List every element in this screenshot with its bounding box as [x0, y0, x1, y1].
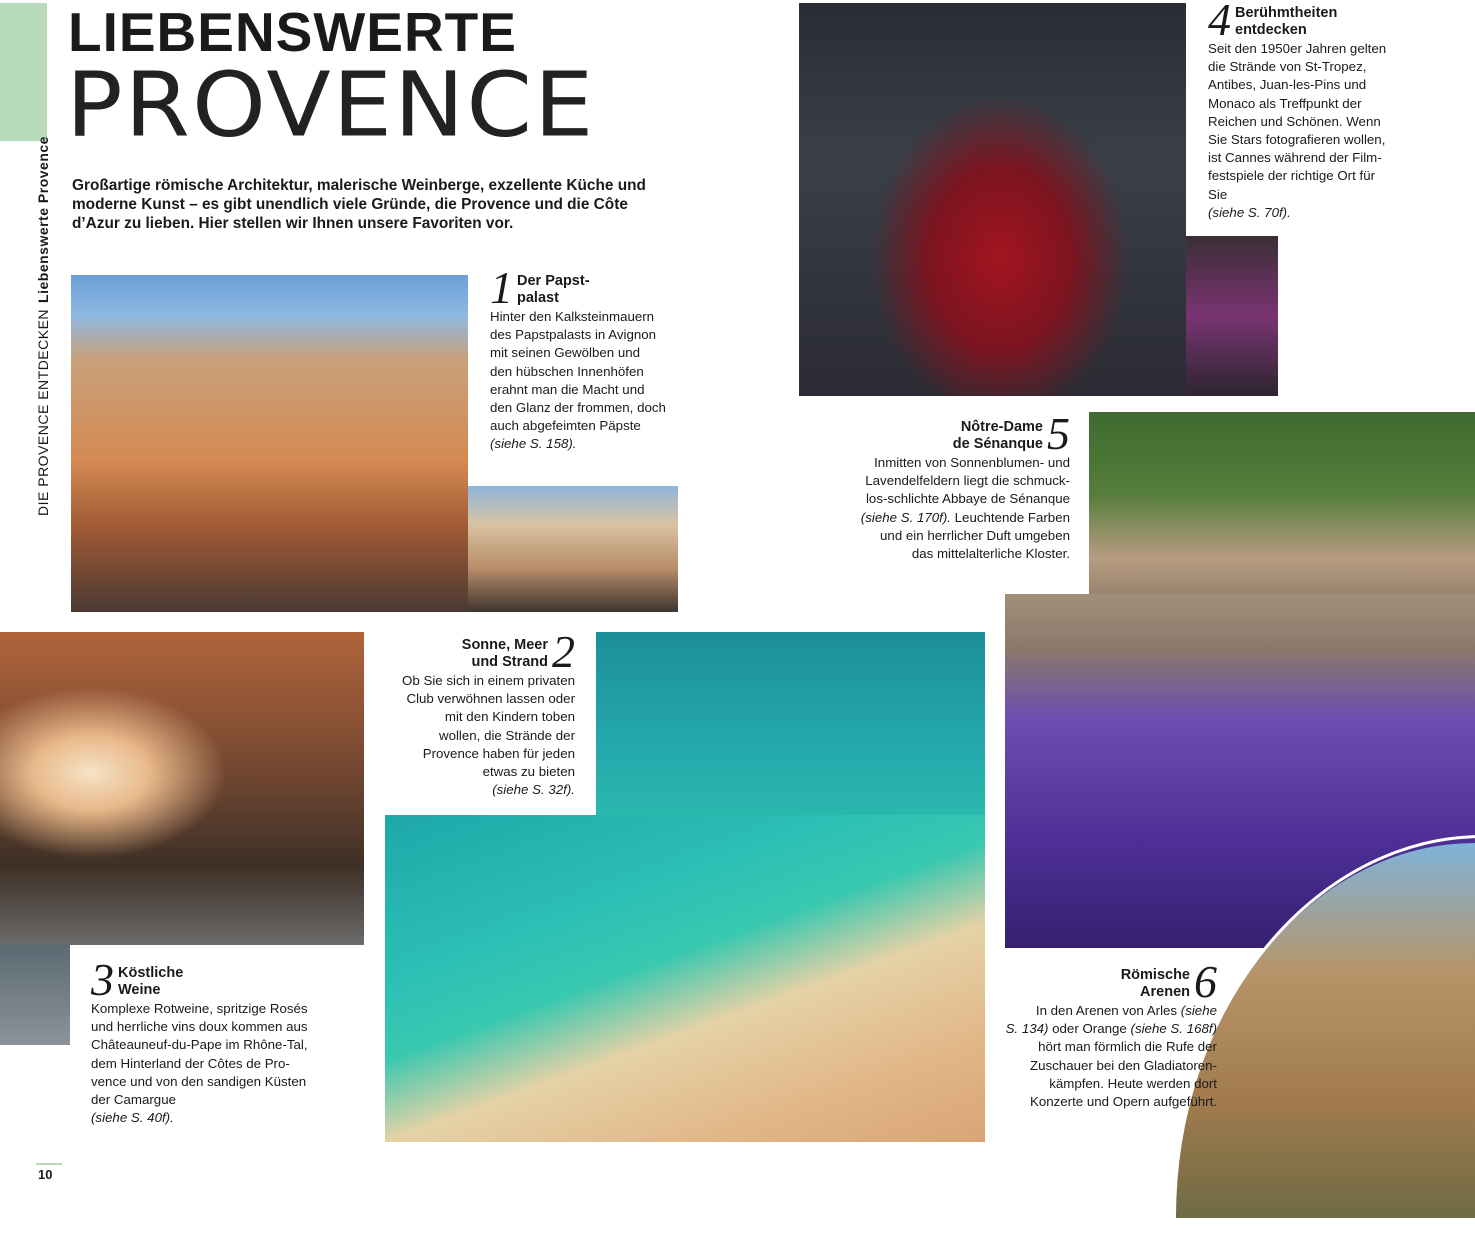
- section-topic: Liebenswerte Provence: [35, 136, 51, 303]
- item-reference: (siehe S. 70f).: [1208, 204, 1291, 220]
- photo-sea: [596, 632, 985, 815]
- item-number: 5: [1047, 408, 1070, 459]
- item-number: 2: [552, 626, 575, 677]
- page-title-line2: PROVENCE: [66, 53, 596, 158]
- caption-weine: [91, 954, 361, 1127]
- item-body: Komplexe Rotweine, spritzige Rosés und herrliche vins doux kommen aus Châteauneuf-du-Pape im Rhône-Tal, dem Hinterland der Côtes de Pro- vence und von den sandigen Küsten der Camargue: [91, 1001, 308, 1108]
- item-body-part: oder Orange: [1052, 1021, 1127, 1037]
- item-reference: (siehe S. 168f): [1130, 1021, 1217, 1037]
- photo-rose-wine: [0, 632, 364, 945]
- item-reference: (siehe S. 134): [1005, 1003, 1217, 1037]
- photo-abbey-senanque: [1089, 412, 1475, 594]
- intro-text: Großartige römische Architektur, malerische Weinberge, exzellente Küche und moderne Kunst – es gibt unendlich viele Gründe, die Provence und die Côte d’Azur zu lieben. Hier stellen wir Ihnen unsere Favoriten vor.: [72, 177, 646, 232]
- section-name: DIE PROVENCE ENTDECKEN: [35, 308, 51, 516]
- photo-papstpalast: [71, 275, 468, 612]
- photo-celebrity-extension: [1186, 236, 1278, 396]
- item-title: Der Papst- palast: [517, 273, 590, 306]
- item-body-part: In den Arenen von Arles: [1035, 1003, 1178, 1018]
- item-number: 6: [1194, 956, 1217, 1007]
- item-body: Hinter den Kalksteinmauern des Papstpalasts in Avignon mit seinen Gewölben und den hübschen Innenhöfen erahnt man die Macht und den Glanz der frommen, doch auch abgefeimten Päpste: [490, 309, 666, 434]
- page-number: 10: [38, 1167, 53, 1182]
- item-number: 3: [91, 954, 114, 1005]
- item-title: Römische Arenen: [1120, 967, 1190, 1000]
- item-title: Nôtre-Dame de Sénanque: [952, 419, 1043, 452]
- item-reference: (siehe S. 158).: [490, 436, 577, 452]
- caption-papstpalast: [490, 262, 690, 454]
- photo-celebrity: [799, 3, 1186, 396]
- caption-arenen: [995, 956, 1217, 1111]
- item-title: Köstliche Weine: [118, 965, 184, 998]
- item-title: Berühmtheiten entdecken: [1235, 5, 1338, 38]
- item-reference: (siehe S. 32f).: [492, 782, 575, 798]
- item-body: Ob Sie sich in einem privaten Club verwöhnen lassen oder mit den Kindern toben wollen, die Strände der Provence haben für jeden etwas zu bieten: [402, 673, 575, 780]
- item-body: Seit den 1950er Jahren gelten die Strände von St-Tropez, Antibes, Juan-les-Pins und Monaco als Treffpunkt der Reichen und Schönen. Wenn Sie Stars fotografieren wollen, ist Cannes während der Film- festspiele der richtige Ort für Sie: [1208, 41, 1387, 202]
- photo-beach: [385, 815, 985, 1142]
- item-reference: (siehe S. 40f).: [91, 1110, 174, 1126]
- section-side-label: [35, 46, 57, 516]
- item-number: 1: [490, 262, 513, 313]
- item-body: [995, 1002, 1217, 1111]
- item-body-part: hört man förmlich die Rufe der Zuschauer bei den Gladiatoren- kämpfen. Heute werden dort Konzerte und Opern aufgeführt.: [1029, 1039, 1217, 1110]
- item-title: Sonne, Meer und Strand: [461, 637, 548, 670]
- item-number: 4: [1208, 0, 1231, 45]
- caption-senanque: [830, 408, 1070, 563]
- photo-papstpalast-square: [468, 486, 678, 612]
- caption-beruehmtheiten: [1208, 0, 1408, 222]
- item-body-part: Inmitten von Sonnenblumen- und Lavendelfeldern liegt die schmuck- los-schlichte Abbaye de Sénanque: [865, 455, 1070, 507]
- caption-strand: [380, 626, 575, 799]
- item-body-part: Leuchtende Farben und ein herrlicher Duft umgeben das mittelalterliche Kloster.: [880, 509, 1070, 562]
- photo-wine-table: [0, 945, 70, 1045]
- page-number-rule: [36, 1163, 62, 1165]
- page-title-line1: LIEBENSWERTE: [68, 1, 517, 63]
- item-reference: (siehe S. 170f).: [860, 509, 951, 525]
- item-body: [830, 454, 1070, 563]
